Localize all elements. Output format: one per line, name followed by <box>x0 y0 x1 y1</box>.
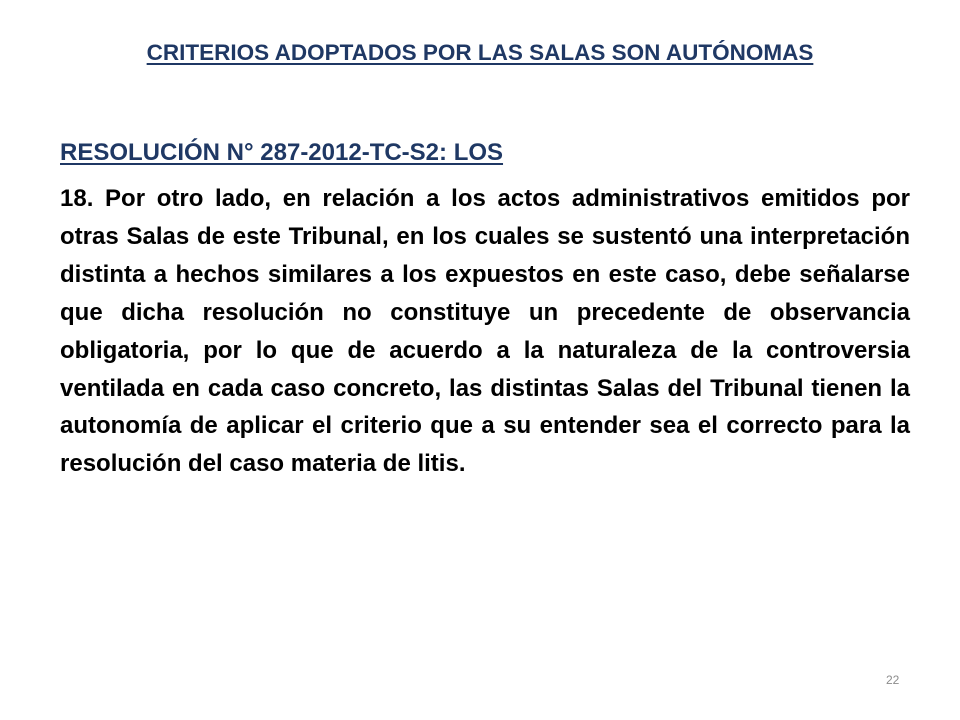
page-number: 22 <box>886 673 900 687</box>
slide-title: CRITERIOS ADOPTADOS POR LAS SALAS SON AUTÓNOMAS <box>146 40 814 65</box>
resolution-heading: RESOLUCIÓN N° 287-2012-TC-S2: LOS <box>60 139 504 166</box>
resolution-paragraph: 18. Por otro lado, en relación a los actos administrativos emitidos por otras Salas de este Tribunal, en los cuales se sustentó una interpretación distinta a hechos similares a los expuestos en este caso, debe señalarse que dicha resolución no constituye un precedente de observancia obligatoria, por lo que de acuerdo a la naturaleza de la controversia ventilada en cada caso concreto, las distintas Salas del Tribunal tienen la autonomía de aplicar el criterio que a su entender sea el correcto para la resolución del caso materia de litis. <box>60 185 910 478</box>
